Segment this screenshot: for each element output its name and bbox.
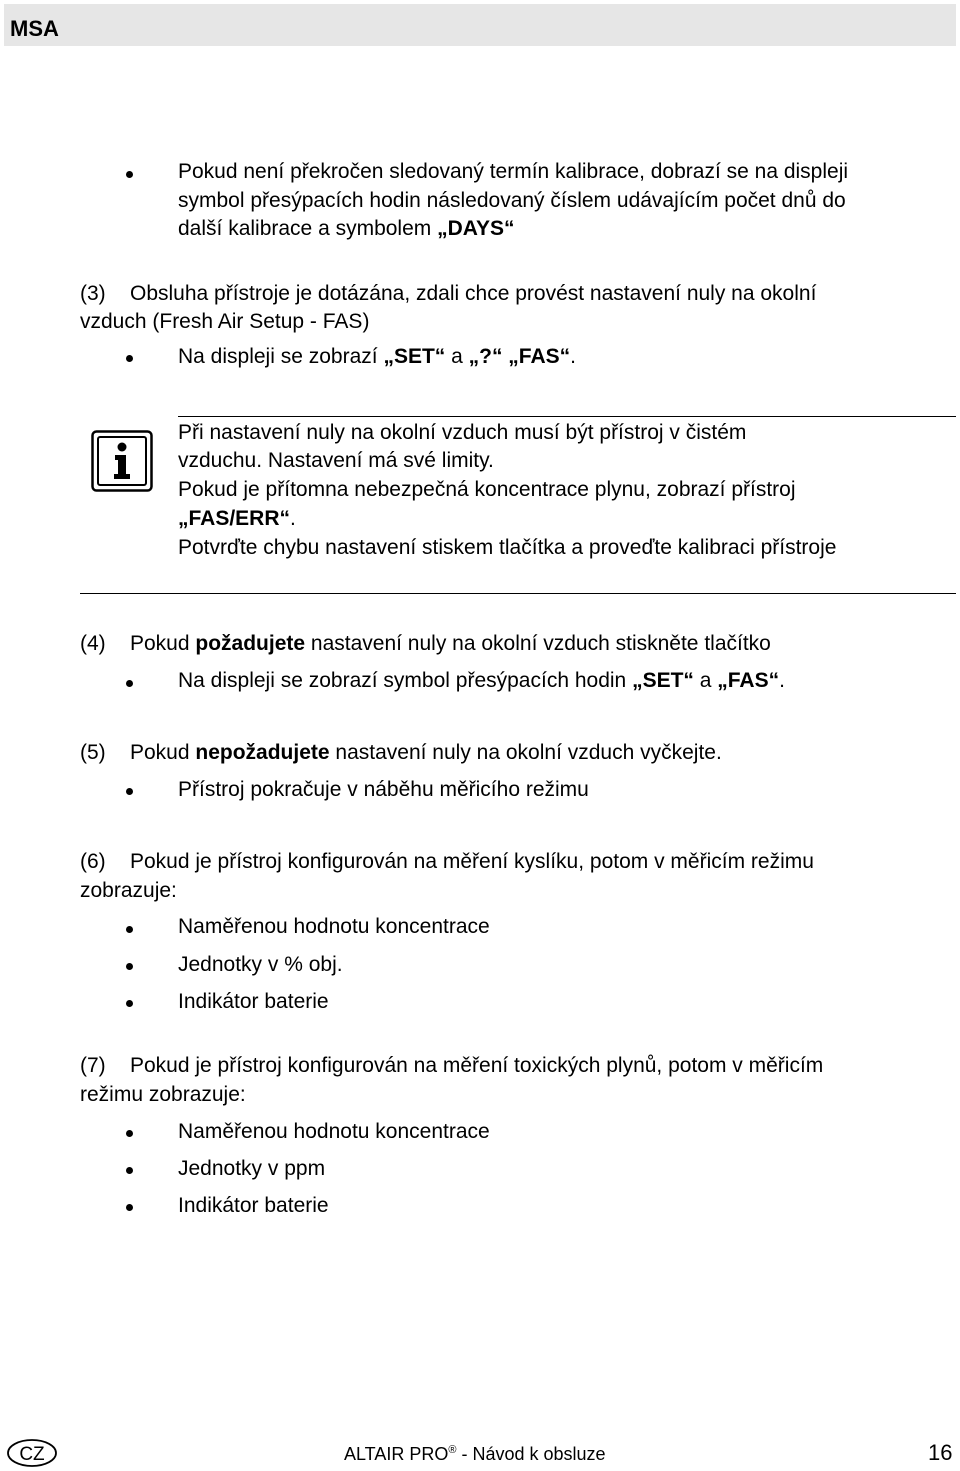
note-line-1: Při nastavení nuly na okolní vzduch musí být přístroj v čistém: [178, 421, 747, 444]
days-symbol: „DAYS“: [437, 217, 515, 240]
registered-mark: ®: [448, 1444, 457, 1456]
step6-line-2: zobrazuje:: [80, 879, 177, 902]
step3-line-2: vzduch (Fresh Air Setup - FAS): [80, 310, 370, 333]
note-top-rule: [178, 416, 956, 417]
footer-title: ALTAIR PRO® - Návod k obsluze: [344, 1444, 606, 1464]
list-item: Jednotky v % obj.: [178, 953, 343, 976]
note-line-3: Pokud je přítomna nebezpečná koncentrace plynu, zobrazí přístroj: [178, 478, 796, 501]
info-icon: [91, 430, 153, 492]
header-bar: [4, 4, 956, 46]
language-badge: [6, 1438, 58, 1468]
note-bottom-rule: [80, 593, 956, 594]
step3-line-1: (3) Obsluha přístroje je dotázána, zdali chce provést nastavení nuly na okolní: [80, 282, 817, 305]
bullet-dot: [126, 171, 133, 178]
list-item: Naměřenou hodnotu koncentrace: [178, 915, 490, 938]
list-item: Indikátor baterie: [178, 990, 329, 1013]
bullet-dot: [126, 926, 133, 933]
header-title: MSA: [10, 16, 59, 41]
step7-line-2: režimu zobrazuje:: [80, 1083, 246, 1106]
days-line-1: Pokud není překročen sledovaný termín kalibrace, dobrazí se na displeji: [178, 160, 849, 183]
days-line-3: další kalibrace a symbolem „DAYS“: [178, 217, 515, 240]
bullet-dot: [126, 1000, 133, 1007]
days-line-2: symbol přesýpacích hodin následovaný číslem udávajícím počet dnů do: [178, 189, 846, 212]
step5-bullet: Přístroj pokračuje v náběhu měřicího režimu: [178, 778, 589, 801]
note-line-4: „FAS/ERR“.: [178, 507, 296, 530]
list-item: Naměřenou hodnotu koncentrace: [178, 1120, 490, 1143]
note-line-2: vzduchu. Nastavení má své limity.: [178, 449, 494, 472]
bullet-dot: [126, 355, 133, 362]
list-item: Indikátor baterie: [178, 1194, 329, 1217]
step3-bullet: Na displeji se zobrazí „SET“ a „?“ „FAS“.: [178, 345, 576, 368]
page-number: 16: [928, 1440, 953, 1465]
step7-line-1: (7) Pokud je přístroj konfigurován na měření toxických plynů, potom v měřicím: [80, 1054, 824, 1077]
note-line-5: Potvrďte chybu nastavení stiskem tlačítka a proveďte kalibraci přístroje: [178, 536, 837, 559]
bullet-dot: [126, 1204, 133, 1211]
bullet-dot: [126, 1167, 133, 1174]
step5-line: (5) Pokud nepožadujete nastavení nuly na okolní vzduch vyčkejte.: [80, 741, 722, 764]
step4-bullet: Na displeji se zobrazí symbol přesýpacích hodin „SET“ a „FAS“.: [178, 669, 785, 692]
bullet-dot: [126, 680, 133, 687]
bullet-dot: [126, 1130, 133, 1137]
step4-line: (4) Pokud požadujete nastavení nuly na okolní vzduch stiskněte tlačítko: [80, 632, 771, 655]
step6-line-1: (6) Pokud je přístroj konfigurován na měření kyslíku, potom v měřicím režimu: [80, 850, 814, 873]
bullet-dot: [126, 788, 133, 795]
bullet-dot: [126, 963, 133, 970]
list-item: Jednotky v ppm: [178, 1157, 326, 1180]
language-code: CZ: [19, 1444, 45, 1465]
